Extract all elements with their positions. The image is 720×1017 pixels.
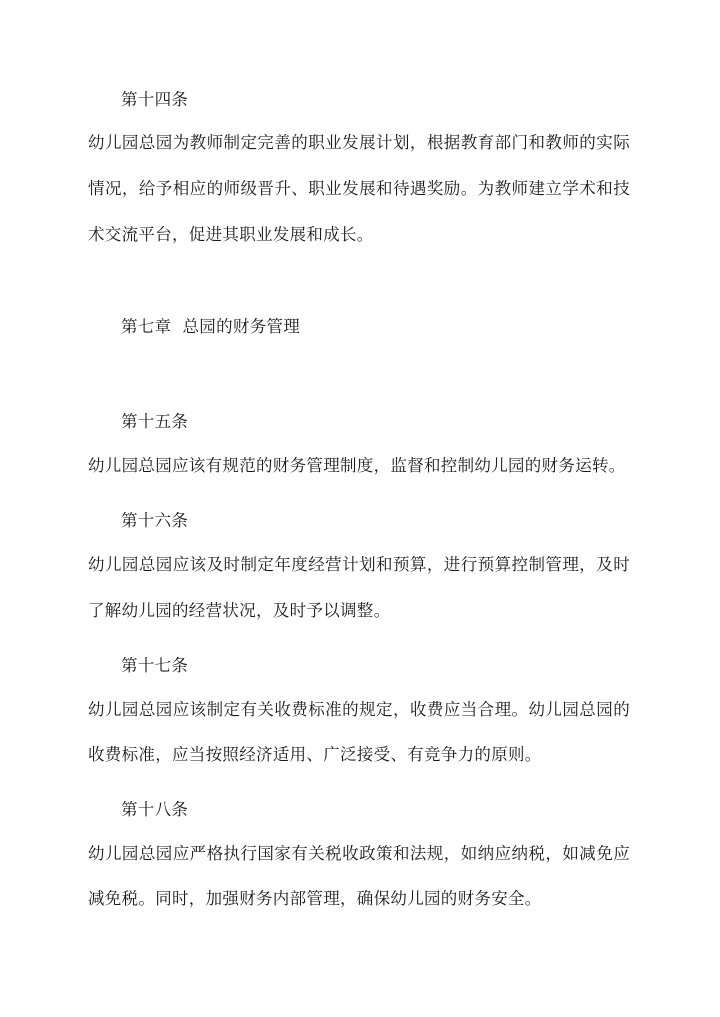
article-18-title: 第十八条 <box>121 800 189 819</box>
article-14-line-1: 幼儿园总园为教师制定完善的职业发展计划，根据教育部门和教师的实际 <box>88 133 630 152</box>
article-14-title: 第十四条 <box>121 90 189 109</box>
article-16-line-2: 了解幼儿园的经营状况，及时予以调整。 <box>88 601 391 620</box>
article-16-title: 第十六条 <box>121 511 189 530</box>
article-17-line-2: 收费标准，应当按照经济适用、广泛接受、有竞争力的原则。 <box>88 745 542 764</box>
chapter-7-title: 第七章 总园的财务管理 <box>121 317 301 336</box>
article-14-line-3: 术交流平台，促进其职业发展和成长。 <box>88 225 374 244</box>
article-17-line-1: 幼儿园总园应该制定有关收费标准的规定，收费应当合理。幼儿园总园的 <box>88 700 630 719</box>
article-16-line-1: 幼儿园总园应该及时制定年度经营计划和预算，进行预算控制管理，及时 <box>88 555 630 574</box>
article-17-title: 第十七条 <box>121 656 189 675</box>
article-15-line-1: 幼儿园总园应该有规范的财务管理制度，监督和控制幼儿园的财务运转。 <box>88 456 626 475</box>
article-18-line-2: 减免税。同时，加强财务内部管理，确保幼儿园的财务安全。 <box>88 889 542 908</box>
article-15-title: 第十五条 <box>121 412 189 431</box>
article-18-line-1: 幼儿园总园应严格执行国家有关税收政策和法规，如纳应纳税，如减免应 <box>88 844 630 863</box>
article-14-line-2: 情况，给予相应的师级晋升、职业发展和待遇奖励。为教师建立学术和技 <box>88 179 630 198</box>
